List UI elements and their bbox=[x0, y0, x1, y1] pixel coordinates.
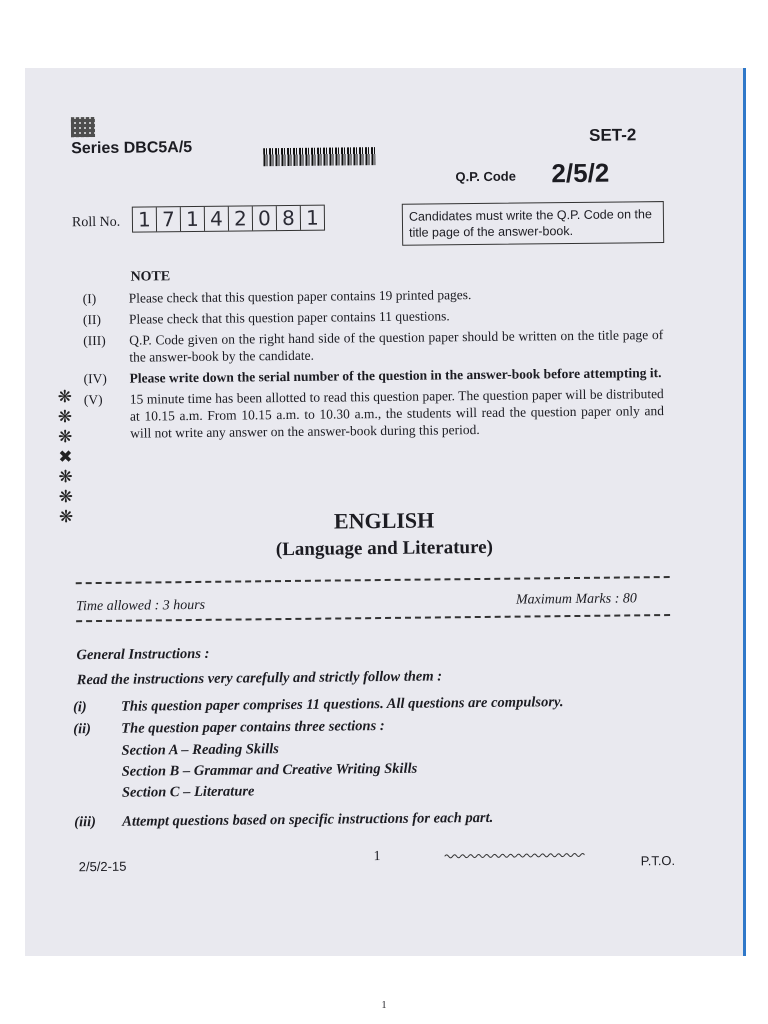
note-text: Please check that this question paper contains 19 printed pages. bbox=[128, 287, 472, 306]
cross-icon: ✖ bbox=[58, 447, 73, 467]
asterisk-icon: ❋ bbox=[58, 487, 74, 507]
asterisk-icon: ❋ bbox=[58, 507, 74, 527]
general-instructions-title: General Instructions : bbox=[76, 645, 210, 664]
asterisk-icon: ❋ bbox=[57, 407, 73, 427]
series-label: Series DBC5A/5 bbox=[71, 138, 193, 158]
note-text: Please write down the serial number of the question in the answer-book before attempting it. bbox=[129, 365, 662, 386]
note-number: (I) bbox=[82, 291, 97, 307]
roll-digit: 1 bbox=[181, 207, 205, 231]
roll-digit: 4 bbox=[205, 207, 229, 231]
asterisk-icon: ❋ bbox=[58, 467, 73, 487]
time-allowed: Time allowed : 3 hours bbox=[75, 597, 206, 615]
divider bbox=[76, 576, 670, 584]
qp-code-value: 2/5/2 bbox=[551, 157, 610, 189]
candidates-instruction-box: Candidates must write the Q.P. Code on the title page of the answer-book. bbox=[402, 201, 664, 246]
roll-digit: 1 bbox=[133, 207, 157, 231]
note-item bbox=[83, 326, 663, 366]
roll-digit: 1 bbox=[305, 205, 319, 230]
footer-page-number: 1 bbox=[373, 849, 381, 865]
roll-digit: 8 bbox=[277, 206, 301, 230]
section-item: Section B – Grammar and Creative Writing Skills bbox=[121, 760, 418, 780]
subject-title: ENGLISH bbox=[333, 507, 435, 534]
instruction-item bbox=[74, 806, 674, 832]
set-label: SET-2 bbox=[588, 125, 637, 145]
instruction-number: (iii) bbox=[74, 814, 97, 831]
note-text: Please check that this question paper contains 11 questions. bbox=[128, 308, 450, 327]
roll-no-label: Roll No. bbox=[71, 214, 121, 231]
instruction-text: Attempt questions based on specific instructions for each part. bbox=[122, 809, 494, 830]
asterisk-icon: ❋ bbox=[57, 387, 73, 407]
qp-code-label: Q.P. Code bbox=[455, 168, 517, 185]
question-paper bbox=[25, 68, 746, 956]
instruction-number: (i) bbox=[72, 699, 87, 716]
instruction-text: This question paper comprises 11 questions. All questions are compulsory. bbox=[120, 694, 564, 715]
subject-subtitle: (Language and Literature) bbox=[275, 536, 494, 561]
asterisk-icon: ❋ bbox=[57, 427, 73, 447]
roll-no-boxes bbox=[132, 205, 325, 233]
section-item: Section A – Reading Skills bbox=[121, 741, 279, 759]
roll-digit: 7 bbox=[157, 207, 181, 231]
note-number: (V) bbox=[83, 391, 103, 408]
maximum-marks: Maximum Marks : 80 bbox=[515, 591, 637, 608]
note-number: (II) bbox=[82, 311, 102, 328]
note-number: (III) bbox=[83, 332, 106, 349]
note-title: NOTE bbox=[130, 269, 171, 285]
roll-digit: 0 bbox=[253, 206, 277, 230]
note-text: 15 minute time has been allotted to read this question paper. The question paper will be distributed at 10.15 a.m. From 10.15 a.m. to 10.30 a.m., the students will read the question paper only and will not write any answer on the answer-book during this period. bbox=[129, 386, 665, 441]
barcode bbox=[263, 147, 375, 166]
instruction-number: (ii) bbox=[73, 721, 92, 738]
page-number: 1 bbox=[381, 1000, 387, 1011]
wavy-line bbox=[445, 852, 585, 859]
qr-code bbox=[71, 117, 95, 137]
note-item bbox=[84, 385, 665, 442]
footer-code: 2/5/2-15 bbox=[78, 858, 127, 875]
divider bbox=[76, 614, 670, 622]
roll-digit: 2 bbox=[229, 206, 253, 230]
general-instructions-list bbox=[73, 691, 674, 834]
pto-label: P.T.O. bbox=[640, 852, 676, 869]
section-item: Section C – Literature bbox=[121, 783, 255, 801]
exam-paper-photo bbox=[25, 68, 746, 956]
general-instructions-intro: Read the instructions very carefully and strictly follow them : bbox=[76, 668, 443, 689]
note-item bbox=[83, 364, 663, 387]
note-item bbox=[83, 305, 663, 328]
note-list bbox=[83, 284, 665, 446]
note-item bbox=[83, 284, 663, 307]
instruction-text: The question paper contains three sections : bbox=[121, 718, 385, 737]
margin-marks bbox=[54, 387, 77, 527]
note-text: Q.P. Code given on the right hand side of the question paper should be written on the title page of the answer-book by the candidate. bbox=[129, 327, 664, 365]
note-number: (IV) bbox=[83, 370, 107, 387]
